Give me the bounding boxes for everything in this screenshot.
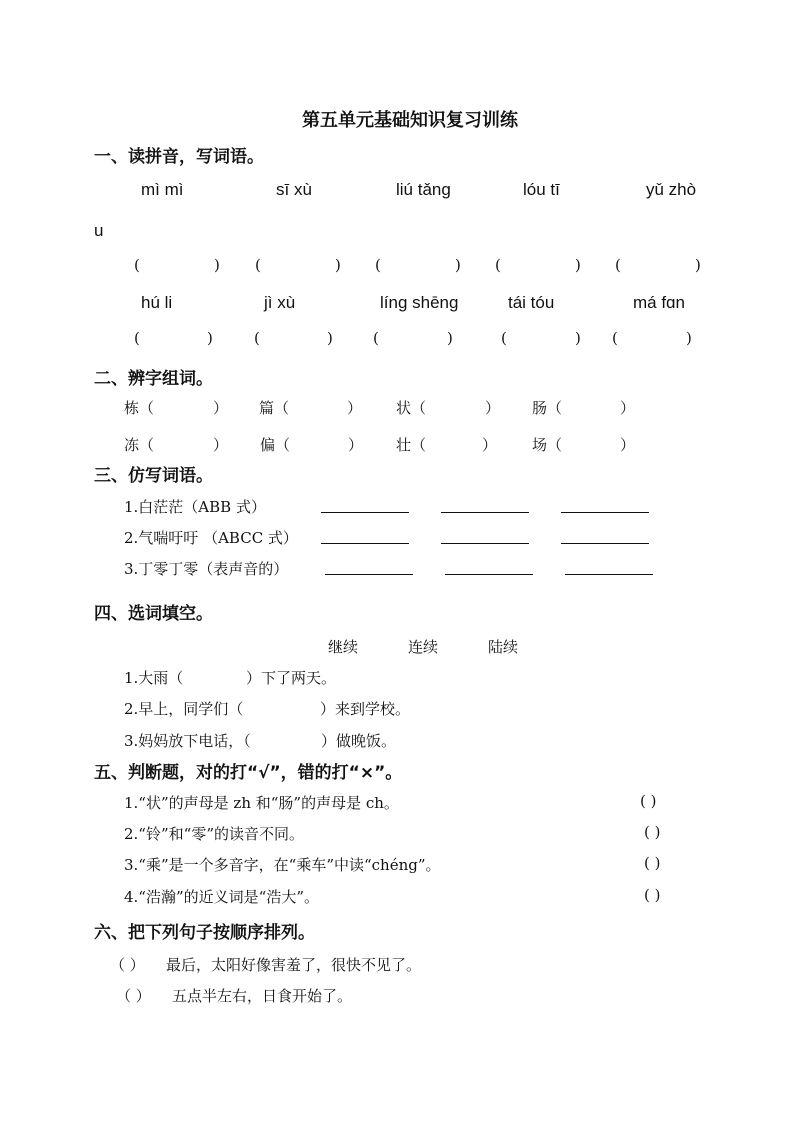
- char-item: 篇（: [259, 399, 290, 417]
- char-item-close: ）: [485, 399, 501, 417]
- char-item: 壮（: [396, 436, 427, 454]
- char-item-close: ）: [482, 436, 498, 454]
- answer-blank-open: (: [254, 329, 260, 347]
- order-bracket: （ ）: [110, 956, 145, 974]
- fill-item-before: 3.妈妈放下电话，（: [124, 732, 251, 750]
- answer-blank-open: (: [501, 329, 507, 347]
- char-item: 冻（: [124, 436, 155, 454]
- pinyin-wrap: u: [94, 221, 104, 240]
- pinyin-item: má fɑn: [633, 293, 685, 312]
- char-item-close: ）: [620, 399, 636, 417]
- fill-item-after: ）做晚饭。: [321, 732, 397, 750]
- char-item-close: ）: [620, 436, 636, 454]
- judge-bracket: ( ): [644, 823, 661, 841]
- answer-blank-open: (: [612, 329, 618, 347]
- pinyin-item: liú tǎng: [396, 180, 451, 199]
- answer-line: [321, 543, 409, 544]
- answer-blank-open: (: [615, 256, 621, 274]
- answer-blank-close: ): [695, 256, 701, 274]
- section5-heading: 五、判断题，对的打“√”，错的打“×”。: [94, 763, 403, 783]
- pinyin-item: hú li: [141, 293, 173, 312]
- judge-item: 1.“状”的声母是 zh 和“肠”的声母是 ch。: [124, 794, 399, 812]
- judge-bracket: ( ): [644, 854, 661, 872]
- answer-line: [321, 512, 409, 513]
- answer-line: [441, 543, 529, 544]
- pinyin-item: lóu tī: [523, 180, 560, 199]
- section6-heading: 六、把下列句子按顺序排列。: [94, 923, 315, 943]
- judge-bracket: ( ): [640, 792, 657, 810]
- word-choice: 陆续: [488, 638, 519, 656]
- char-item-close: ）: [348, 436, 364, 454]
- judge-item: 3.“乘”是一个多音字，在“乘车”中读“chéng”。: [124, 856, 441, 874]
- section1-heading: 一、读拼音，写词语。: [94, 147, 264, 167]
- char-item: 场（: [532, 436, 563, 454]
- order-sentence: 五点半左右，日食开始了。: [172, 987, 353, 1005]
- order-sentence: 最后，太阳好像害羞了，很快不见了。: [166, 956, 422, 974]
- fill-item-before: 2.早上，同学们（: [124, 700, 244, 718]
- char-item: 肠（: [532, 399, 563, 417]
- imitate-item: 2.气喘吁吁 （ABCC 式）: [124, 529, 298, 547]
- char-item-close: ）: [347, 399, 363, 417]
- imitate-item: 1.白茫茫（ABB 式）: [124, 498, 266, 516]
- answer-blank-open: (: [134, 329, 140, 347]
- char-item: 偏（: [260, 436, 291, 454]
- answer-blank-close: ): [214, 256, 220, 274]
- answer-blank-open: (: [375, 256, 381, 274]
- judge-item: 4.“浩瀚”的近义词是“浩大”。: [124, 888, 319, 906]
- fill-item-before: 1.大雨（: [124, 669, 184, 687]
- answer-blank-close: ): [327, 329, 333, 347]
- answer-blank-close: ): [575, 256, 581, 274]
- answer-line: [561, 543, 649, 544]
- section3-heading: 三、仿写词语。: [94, 466, 213, 486]
- answer-blank-open: (: [255, 256, 261, 274]
- pinyin-item: yǔ zhò: [646, 180, 697, 199]
- judge-bracket: ( ): [644, 886, 661, 904]
- word-choice: 连续: [408, 638, 439, 656]
- char-item-close: ）: [213, 436, 229, 454]
- section2-heading: 二、辨字组词。: [94, 369, 213, 389]
- section4-heading: 四、选词填空。: [94, 604, 213, 624]
- answer-line: [325, 574, 413, 575]
- answer-blank-close: ): [686, 329, 692, 347]
- answer-blank-close: ): [455, 256, 461, 274]
- char-item: 栋（: [124, 399, 155, 417]
- answer-blank-open: (: [134, 256, 140, 274]
- page-title: 第五单元基础知识复习训练: [302, 110, 518, 131]
- answer-line: [561, 512, 649, 513]
- answer-line: [445, 574, 533, 575]
- word-choice: 继续: [328, 638, 359, 656]
- pinyin-item: jì xù: [264, 293, 296, 312]
- answer-blank-close: ): [207, 329, 213, 347]
- judge-item: 2.“铃”和“零”的读音不同。: [124, 825, 304, 843]
- pinyin-item: líng shēng: [380, 293, 459, 312]
- order-bracket: （ ）: [116, 987, 151, 1005]
- fill-item-after: ）下了两天。: [246, 669, 337, 687]
- answer-line: [565, 574, 653, 575]
- pinyin-item: tái tóu: [508, 293, 555, 312]
- pinyin-item: sī xù: [276, 180, 312, 199]
- answer-line: [441, 512, 529, 513]
- char-item-close: ）: [213, 399, 229, 417]
- imitate-item: 3.丁零丁零（表声音的）: [124, 560, 289, 578]
- answer-blank-close: ): [575, 329, 581, 347]
- answer-blank-open: (: [495, 256, 501, 274]
- answer-blank-close: ): [447, 329, 453, 347]
- fill-item-after: ）来到学校。: [320, 700, 411, 718]
- answer-blank-close: ): [335, 256, 341, 274]
- answer-blank-open: (: [373, 329, 379, 347]
- char-item: 状（: [396, 399, 427, 417]
- pinyin-item: mì mì: [141, 180, 184, 199]
